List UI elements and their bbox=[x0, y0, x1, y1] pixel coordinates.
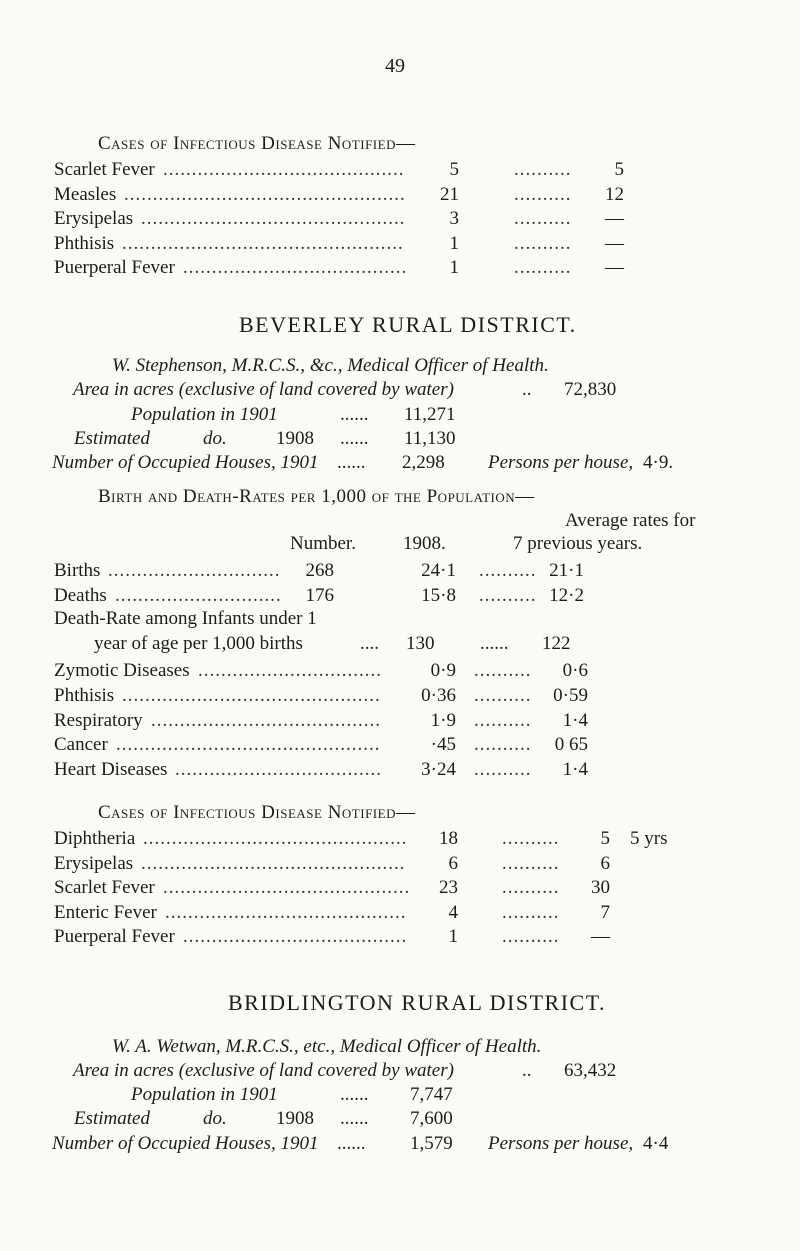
dot-leader: .......................................... bbox=[163, 159, 405, 180]
beverley-officer: W. Stephenson, M.R.C.S., &c., Medical Officer of Health. bbox=[112, 355, 549, 376]
disease-1908: 1·9 bbox=[430, 709, 456, 731]
dot-leader: .......... bbox=[502, 926, 560, 948]
infant-avg-value: 122 bbox=[542, 633, 571, 654]
avg-header-1: Average rates for bbox=[565, 510, 696, 531]
disease-label: Cancer bbox=[54, 734, 108, 756]
infant-label-2: year of age per 1,000 births bbox=[94, 633, 303, 654]
dot-leader: .......... bbox=[514, 257, 572, 278]
disease-row bbox=[54, 658, 774, 684]
count-previous: — bbox=[605, 232, 624, 254]
beverley-pop1901-value: 11,271 bbox=[404, 404, 456, 425]
beverley-est-label: Estimated bbox=[74, 428, 150, 449]
dot-leader: .................................... bbox=[175, 759, 382, 781]
dot-leader: ...... bbox=[480, 633, 509, 654]
count-previous: 12 bbox=[605, 183, 624, 205]
case-row bbox=[54, 900, 794, 926]
row-label: Puerperal Fever bbox=[54, 257, 175, 278]
dot-leader: .. bbox=[522, 1060, 532, 1081]
case-1908: 23 bbox=[439, 877, 458, 899]
case-1908: 4 bbox=[448, 901, 458, 923]
count-previous: — bbox=[605, 208, 624, 229]
disease-average: 1·4 bbox=[562, 759, 588, 781]
dot-leader: ................................................. bbox=[124, 183, 406, 205]
col-1908-header: 1908. bbox=[403, 533, 446, 554]
row-label: Erysipelas bbox=[54, 208, 134, 229]
beverley-est-do: do. bbox=[203, 428, 227, 449]
dot-leader: .......... bbox=[502, 877, 560, 899]
disease-label: Zymotic Diseases bbox=[54, 660, 190, 681]
case-previous: 6 bbox=[600, 852, 610, 874]
dot-leader: .......... bbox=[474, 759, 532, 781]
table-row bbox=[54, 157, 774, 183]
beverley-houses-label: Number of Occupied Houses, 1901 bbox=[52, 452, 319, 473]
count-1908: 21 bbox=[440, 183, 459, 205]
bridlington-est-do: do. bbox=[203, 1108, 227, 1129]
avg-header-2: 7 previous years. bbox=[513, 533, 643, 554]
disease-row bbox=[54, 757, 774, 783]
case-1908: 18 bbox=[439, 828, 458, 849]
bridlington-est-label: Estimated bbox=[74, 1108, 150, 1129]
dot-leader: .......... bbox=[514, 159, 572, 180]
rate-average: 12·2 bbox=[549, 585, 584, 606]
bridlington-est-year: 1908 bbox=[276, 1108, 314, 1129]
dot-leader: ................................ bbox=[198, 660, 382, 681]
row-label: Phthisis bbox=[54, 232, 115, 254]
dot-leader: ....................................... bbox=[183, 926, 408, 948]
case-row bbox=[54, 851, 794, 877]
count-1908: 5 bbox=[449, 159, 459, 180]
disease-row bbox=[54, 708, 774, 734]
dot-leader: .......... bbox=[479, 560, 537, 581]
dot-leader: .......... bbox=[502, 901, 560, 923]
count-1908: 1 bbox=[449, 232, 459, 254]
dot-leader: .......................................... bbox=[165, 901, 407, 923]
beverley-pop1901-label: Population in 1901 bbox=[131, 404, 278, 425]
dot-leader: .......... bbox=[474, 660, 532, 681]
bridlington-houses-label: Number of Occupied Houses, 1901 bbox=[52, 1133, 319, 1154]
beverley-houses-value: 2,298 bbox=[402, 452, 445, 473]
disease-average: 0·59 bbox=[553, 684, 588, 706]
dot-leader: ...... bbox=[340, 1084, 369, 1105]
case-previous: 5 bbox=[600, 828, 610, 849]
disease-label: Heart Diseases bbox=[54, 759, 168, 781]
case-label: Enteric Fever bbox=[54, 901, 157, 923]
rate-row bbox=[54, 558, 774, 584]
dot-leader: ................................................. bbox=[122, 232, 404, 254]
bridlington-officer: W. A. Wetwan, M.R.C.S., etc., Medical Officer of Health. bbox=[112, 1036, 542, 1057]
bridlington-pop1901-label: Population in 1901 bbox=[131, 1084, 278, 1105]
disease-row bbox=[54, 683, 774, 709]
case-previous: — bbox=[591, 926, 610, 948]
cases-heading: Cases of Infectious Disease Notified— bbox=[98, 133, 416, 154]
case-label: Erysipelas bbox=[54, 852, 134, 874]
disease-label: Phthisis bbox=[54, 684, 115, 706]
case-1908: 6 bbox=[448, 852, 458, 874]
case-label: Scarlet Fever bbox=[54, 877, 155, 899]
dot-leader: .......... bbox=[514, 183, 572, 205]
table-row bbox=[54, 182, 774, 208]
bridlington-area-value: 63,432 bbox=[564, 1060, 617, 1081]
dot-leader: .......... bbox=[479, 585, 537, 606]
disease-average: 1·4 bbox=[562, 709, 588, 731]
row-label: Scarlet Fever bbox=[54, 159, 155, 180]
rate-number: 268 bbox=[305, 560, 334, 581]
dot-leader: ...... bbox=[340, 1108, 369, 1129]
case-1908: 1 bbox=[448, 926, 458, 948]
dot-leader: ........................................... bbox=[163, 877, 411, 899]
disease-1908: 0·9 bbox=[430, 660, 456, 681]
disease-1908: 0·36 bbox=[421, 684, 456, 706]
dot-leader: ...... bbox=[340, 404, 369, 425]
count-previous: — bbox=[605, 257, 624, 278]
case-label: Diphtheria bbox=[54, 828, 136, 849]
col-number-header: Number. bbox=[290, 533, 356, 554]
rate-average: 21·1 bbox=[549, 560, 584, 581]
infant-1908-value: 130 bbox=[406, 633, 435, 654]
dot-leader: .......... bbox=[474, 734, 532, 756]
table-row bbox=[54, 255, 774, 281]
rate-label: Births bbox=[54, 560, 101, 581]
dot-leader: .............................................. bbox=[116, 734, 381, 756]
dot-leader: .............................. bbox=[108, 560, 281, 581]
dot-leader: ....................................... bbox=[183, 257, 408, 278]
bridlington-pop1901-value: 7,747 bbox=[410, 1084, 453, 1105]
beverley-cases-heading: Cases of Infectious Disease Notified— bbox=[98, 802, 416, 823]
infant-label-1: Death-Rate among Infants under 1 bbox=[54, 608, 317, 629]
rate-1908: 15·8 bbox=[421, 585, 456, 606]
beverley-area-value: 72,830 bbox=[564, 379, 617, 400]
dot-leader: .......... bbox=[474, 684, 532, 706]
dot-leader: .............................................. bbox=[141, 852, 406, 874]
dot-leader: .......... bbox=[474, 709, 532, 731]
case-previous: 30 bbox=[591, 877, 610, 899]
bridlington-est-value: 7,600 bbox=[410, 1108, 453, 1129]
case-row bbox=[54, 875, 794, 901]
row-label: Measles bbox=[54, 183, 117, 205]
rate-number: 176 bbox=[305, 585, 334, 606]
rates-heading: Birth and Death-Rates per 1,000 of the Population— bbox=[98, 486, 535, 507]
disease-1908: ·45 bbox=[430, 734, 456, 756]
dot-leader: .......... bbox=[502, 828, 560, 849]
bridlington-persons-label: Persons per house, bbox=[488, 1133, 634, 1154]
bridlington-title: BRIDLINGTON RURAL DISTRICT. bbox=[228, 990, 607, 1015]
case-row bbox=[54, 826, 794, 852]
dot-leader: .. bbox=[522, 379, 532, 400]
beverley-persons-value: 4·9. bbox=[643, 452, 674, 473]
dot-leader: .......... bbox=[514, 232, 572, 254]
beverley-est-value: 11,130 bbox=[404, 428, 456, 449]
beverley-title: BEVERLEY RURAL DISTRICT. bbox=[239, 312, 577, 337]
dot-leader: ...... bbox=[337, 452, 366, 473]
rate-row bbox=[54, 583, 774, 609]
disease-average: 0 65 bbox=[554, 734, 588, 756]
table-row bbox=[54, 231, 774, 257]
dot-leader: ...... bbox=[337, 1133, 366, 1154]
dot-leader: ........................................ bbox=[151, 709, 381, 731]
beverley-area-label: Area in acres (exclusive of land covered by water) bbox=[73, 379, 454, 400]
disease-row bbox=[54, 732, 774, 758]
bridlington-area-label: Area in acres (exclusive of land covered by water) bbox=[73, 1060, 454, 1081]
case-label: Puerperal Fever bbox=[54, 926, 175, 948]
bridlington-houses-value: 1,579 bbox=[410, 1133, 453, 1154]
dot-leader: .............................................. bbox=[143, 828, 408, 849]
count-1908: 1 bbox=[449, 257, 459, 278]
rate-label: Deaths bbox=[54, 585, 107, 606]
case-note: 5 yrs bbox=[630, 828, 668, 849]
disease-label: Respiratory bbox=[54, 709, 143, 731]
page-number: 49 bbox=[385, 55, 405, 77]
table-row bbox=[54, 206, 774, 232]
dot-leader: .............................................. bbox=[141, 208, 406, 229]
beverley-est-year: 1908 bbox=[276, 428, 314, 449]
dot-leader: ............................. bbox=[115, 585, 282, 606]
rate-1908: 24·1 bbox=[421, 560, 456, 581]
dot-leader: ...... bbox=[340, 428, 369, 449]
dot-leader: .......... bbox=[502, 852, 560, 874]
bridlington-persons-value: 4·4 bbox=[643, 1133, 669, 1154]
beverley-persons-label: Persons per house, bbox=[488, 452, 634, 473]
case-previous: 7 bbox=[600, 901, 610, 923]
dot-leader: .... bbox=[360, 633, 379, 654]
disease-1908: 3·24 bbox=[421, 759, 456, 781]
count-1908: 3 bbox=[449, 208, 459, 229]
count-previous: 5 bbox=[614, 159, 624, 180]
dot-leader: .......... bbox=[514, 208, 572, 229]
case-row bbox=[54, 924, 794, 950]
dot-leader: ............................................. bbox=[122, 684, 381, 706]
disease-average: 0·6 bbox=[562, 660, 588, 681]
